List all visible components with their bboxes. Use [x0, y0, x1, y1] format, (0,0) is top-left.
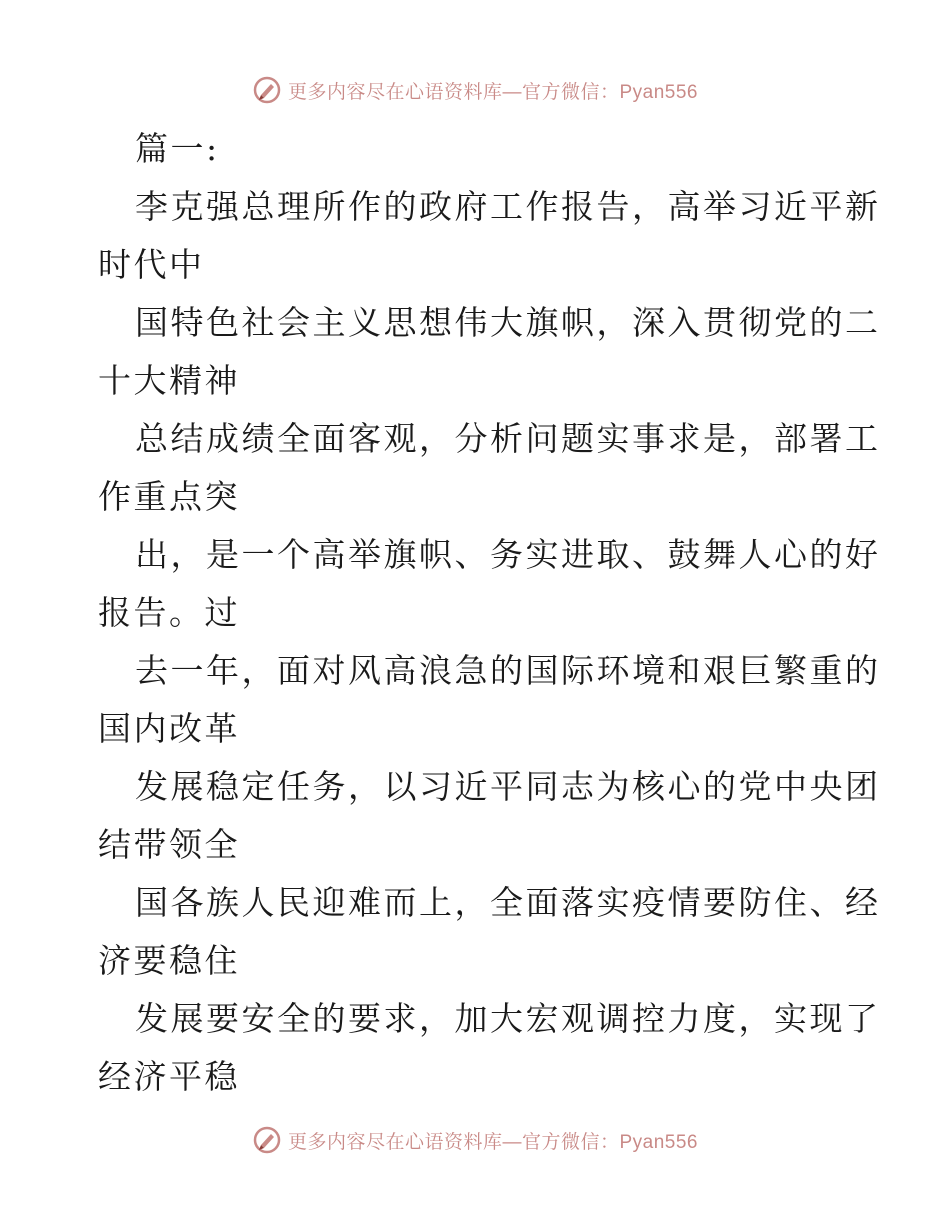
document-body	[98, 120, 881, 1106]
watermark-footer	[0, 1120, 950, 1160]
watermark-header	[0, 70, 950, 110]
pen-logo-icon	[252, 1125, 282, 1155]
text-line: 国特色社会主义思想伟大旗帜，深入贯彻党的二	[135, 303, 881, 342]
text-line: 十大精神	[98, 361, 240, 400]
text-line: 发展稳定任务，以习近平同志为核心的党中央团	[135, 767, 881, 806]
text-line: 李克强总理所作的政府工作报告，高举习近平新	[135, 187, 881, 226]
text-line: 去一年，面对风高浪急的国际环境和艰巨繁重的	[135, 651, 881, 690]
text-line: 报告。过	[98, 593, 240, 632]
text-line: 总结成绩全面客观，分析问题实事求是，部署工	[135, 419, 881, 458]
text-line: 作重点突	[98, 477, 240, 516]
text-line: 出，是一个高举旗帜、务实进取、鼓舞人心的好	[135, 535, 881, 574]
text-line: 国内改革	[98, 709, 240, 748]
watermark-text: 更多内容尽在心语资料库—官方微信：Pyan556	[287, 1131, 698, 1153]
text-line: 经济平稳	[98, 1057, 240, 1096]
watermark-text: 更多内容尽在心语资料库—官方微信：Pyan556	[287, 81, 698, 103]
text-line: 结带领全	[98, 825, 240, 864]
text-line: 时代中	[98, 245, 205, 284]
text-line: 发展要安全的要求，加大宏观调控力度，实现了	[135, 999, 881, 1038]
text-line: 篇一:	[135, 129, 220, 168]
text-line: 国各族人民迎难而上，全面落实疫情要防住、经	[135, 883, 881, 922]
text-line: 济要稳住	[98, 941, 240, 980]
pen-logo-icon	[252, 75, 282, 105]
